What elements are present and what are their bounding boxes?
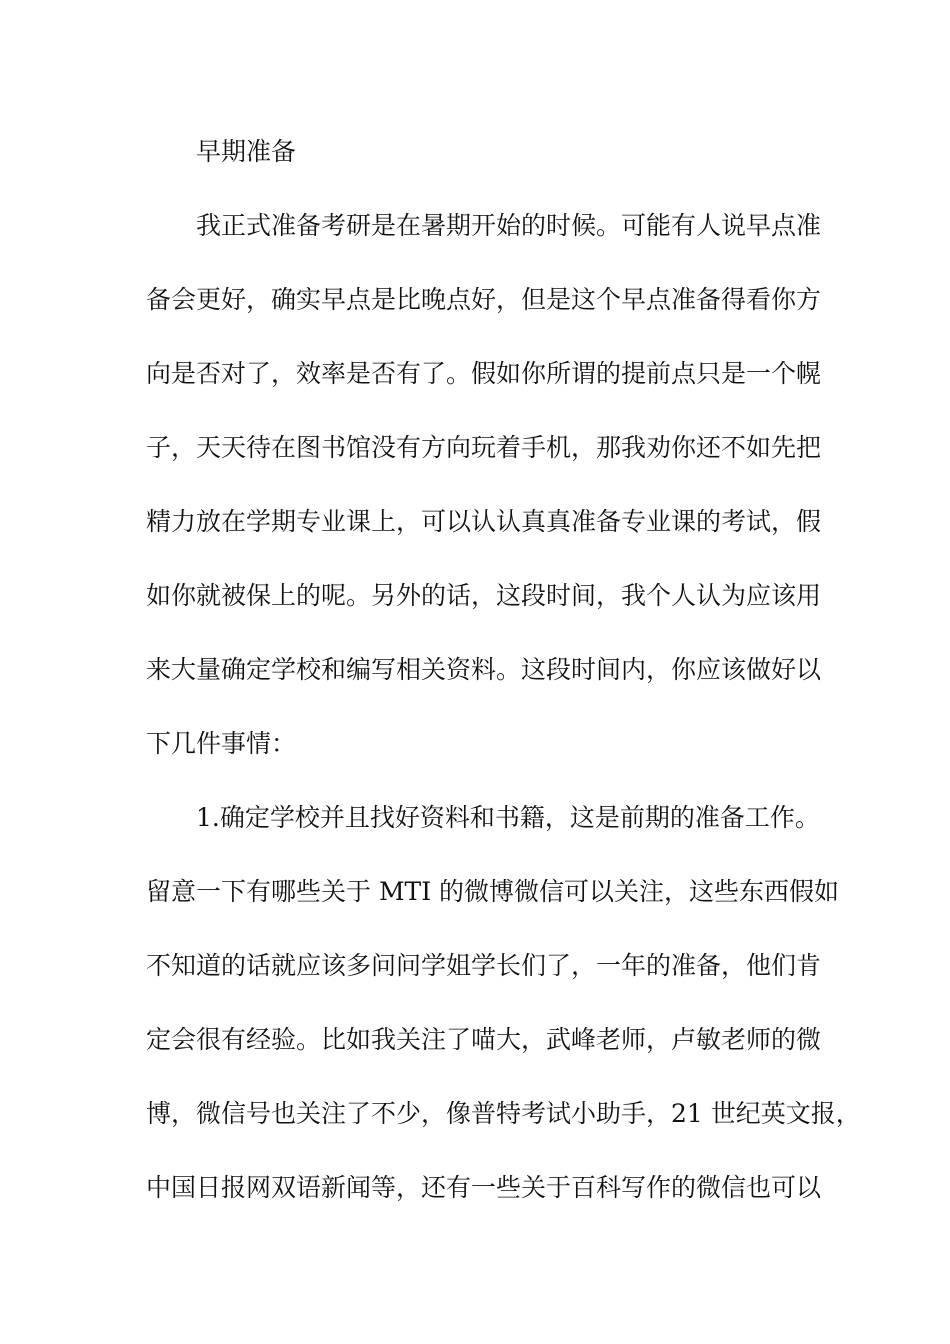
paragraph-2 xyxy=(146,781,861,1225)
paragraph-line: 不知道的话就应该多问问学姐学长们了，一年的准备，他们肯 xyxy=(146,951,822,980)
document-body xyxy=(146,115,861,1225)
paragraph-line: 中国日报网双语新闻等，还有一些关于百科写作的微信也可以 xyxy=(146,1173,822,1202)
paragraph-line: 来大量确定学校和编写相关资料。这段时间内，你应该做好以 xyxy=(146,655,822,684)
paragraph-line: 定会很有经验。比如我关注了喵大，武峰老师，卢敏老师的微 xyxy=(146,1025,822,1054)
paragraph-line: 我正式准备考研是在暑期开始的时候。可能有人说早点准 xyxy=(196,211,822,240)
paragraph-line: 下几件事情： xyxy=(146,729,297,758)
paragraph-line: 如你就被保上的呢。另外的话，这段时间，我个人认为应该用 xyxy=(146,581,822,610)
paragraph-line: 博，微信号也关注了不少，像普特考试小助手，21 世纪英文报， xyxy=(146,1099,861,1128)
paragraph-line: 留意一下有哪些关于 MTI 的微博微信可以关注，这些东西假如 xyxy=(146,877,840,906)
paragraph-line: 1.确定学校并且找好资料和书籍，这是前期的准备工作。 xyxy=(196,803,820,832)
section-heading: 早期准备 xyxy=(196,137,297,166)
paragraph-line: 备会更好，确实早点是比晚点好，但是这个早点准备得看你方 xyxy=(146,285,822,314)
paragraph-1 xyxy=(146,189,822,781)
paragraph-line: 向是否对了，效率是否有了。假如你所谓的提前点只是一个幌 xyxy=(146,359,822,388)
paragraph-line: 精力放在学期专业课上，可以认认真真准备专业课的考试，假 xyxy=(146,507,822,536)
paragraph-line: 子，天天待在图书馆没有方向玩着手机，那我劝你还不如先把 xyxy=(146,433,822,462)
